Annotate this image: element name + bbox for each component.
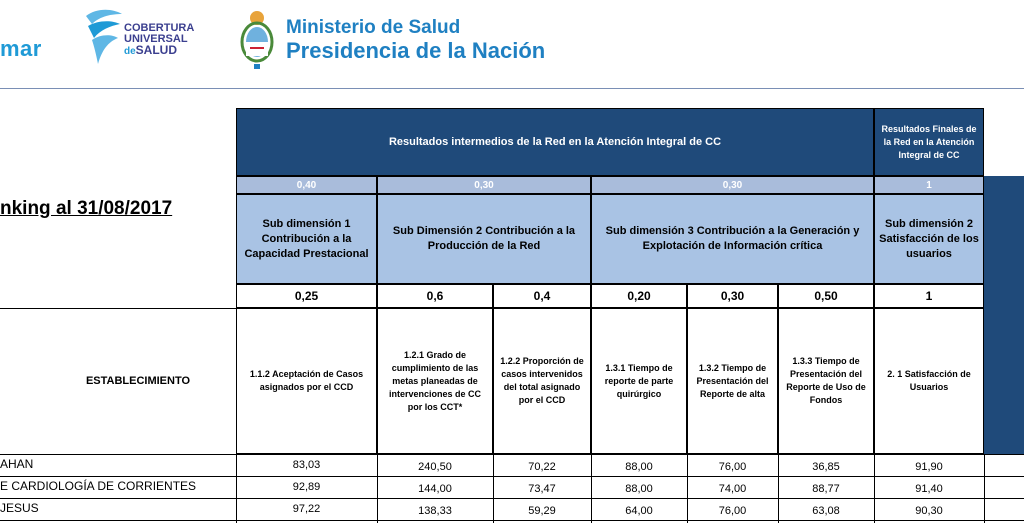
- indicator-1-2-1: 1.2.1 Grado de cumplimiento de las metas planeadas de intervenciones de CC por los CCT*: [377, 308, 493, 454]
- weight-1-3-1: 0,20: [591, 284, 687, 308]
- table-cell: 59,29: [528, 505, 556, 517]
- column-rule: [377, 454, 378, 523]
- column-rule: [236, 454, 237, 523]
- weight-top-2: 0,30: [377, 176, 591, 194]
- cobertura-universal-text: COBERTURA UNIVERSAL deSALUD: [124, 22, 195, 57]
- ranking-title: nking al 31/08/2017: [0, 198, 173, 219]
- rule-top-indicators: [0, 308, 236, 309]
- indicator-1-2-2: 1.2.2 Proporción de casos intervenidos del total asignado por el CCD: [493, 308, 591, 454]
- table-cell: 70,22: [528, 461, 556, 473]
- table-cell: 73,47: [528, 483, 556, 495]
- weight-2-1: 1: [874, 284, 984, 308]
- establecimiento-header: ESTABLECIMIENTO: [0, 308, 236, 454]
- establishment-name: AHAN: [0, 457, 34, 471]
- establishment-name: E CARDIOLOGÍA DE CORRIENTES: [0, 479, 197, 493]
- table-cell: 90,30: [915, 505, 943, 517]
- page-header: [0, 0, 1024, 88]
- table-cell: 88,00: [625, 461, 653, 473]
- header-text-fragment: mar: [0, 36, 42, 61]
- table-cell: 63,08: [812, 505, 840, 517]
- rule-top-data: [0, 454, 1024, 455]
- indicator-1-1-2: 1.1.2 Aceptación de Casos asignados por el CCD: [236, 308, 377, 454]
- table-cell: 88,77: [812, 483, 840, 495]
- table-cell: 91,40: [915, 483, 943, 495]
- cobertura-universal-logo-icon: [82, 6, 124, 68]
- indicator-2-1: 2. 1 Satisfacción de Usuarios: [874, 308, 984, 454]
- indicator-1-3-2: 1.3.2 Tiempo de Presentación del Reporte de alta: [687, 308, 778, 454]
- establishment-name: JESUS: [0, 501, 39, 515]
- table-cell: 64,00: [625, 505, 653, 517]
- group-header-intermediate: Resultados intermedios de la Red en la Atención Integral de CC: [236, 108, 874, 176]
- table-cell: 76,00: [718, 461, 747, 473]
- weight-1-3-3: 0,50: [778, 284, 874, 308]
- weight-1-1-2: 0,25: [236, 284, 377, 308]
- table-cell: 92,89: [292, 481, 321, 493]
- subdimension-1: Sub dimensión 1 Contribución a la Capacidad Prestacional: [236, 194, 377, 284]
- table-cell: 138,33: [418, 505, 452, 517]
- table-cell: 144,00: [418, 483, 452, 495]
- table-cell: 74,00: [718, 483, 747, 495]
- table-cell: 83,03: [292, 459, 321, 471]
- table-cell: 76,00: [718, 505, 747, 517]
- ministry-title: Ministerio de Salud Presidencia de la Nación: [286, 17, 546, 63]
- table-cell: 91,90: [915, 461, 943, 473]
- weight-1-2-2: 0,4: [493, 284, 591, 308]
- column-rule: [874, 454, 875, 523]
- indicator-1-3-1: 1.3.1 Tiempo de reporte de parte quirúrgico: [591, 308, 687, 454]
- column-rule: [778, 454, 779, 523]
- column-rule: [687, 454, 688, 523]
- table-cell: 36,85: [812, 461, 840, 473]
- argentina-coat-of-arms-icon: [238, 8, 276, 70]
- column-rule: [591, 454, 592, 523]
- subdimension-3: Sub dimensión 3 Contribución a la Generación y Explotación de Información crítica: [591, 194, 874, 284]
- side-dark-panel: [984, 176, 1024, 454]
- table-cell: 240,50: [418, 461, 452, 473]
- header-divider: [0, 88, 1024, 89]
- table-cell: 88,00: [625, 483, 653, 495]
- weight-1-3-2: 0,30: [687, 284, 778, 308]
- weight-top-3: 0,30: [591, 176, 874, 194]
- weight-top-1: 0,40: [236, 176, 377, 194]
- table-cell: 97,22: [292, 503, 321, 515]
- subdimension-4: Sub dimensión 2 Satisfacción de los usuarios: [874, 194, 984, 284]
- weight-top-4: 1: [874, 176, 984, 194]
- subdimension-2: Sub Dimensión 2 Contribución a la Producción de la Red: [377, 194, 591, 284]
- indicator-1-3-3: 1.3.3 Tiempo de Presentación del Reporte de Uso de Fondos: [778, 308, 874, 454]
- column-rule: [984, 454, 985, 523]
- group-header-final: Resultados Finales de la Red en la Atención Integral de CC: [874, 108, 984, 176]
- column-rule: [493, 454, 494, 523]
- weight-1-2-1: 0,6: [377, 284, 493, 308]
